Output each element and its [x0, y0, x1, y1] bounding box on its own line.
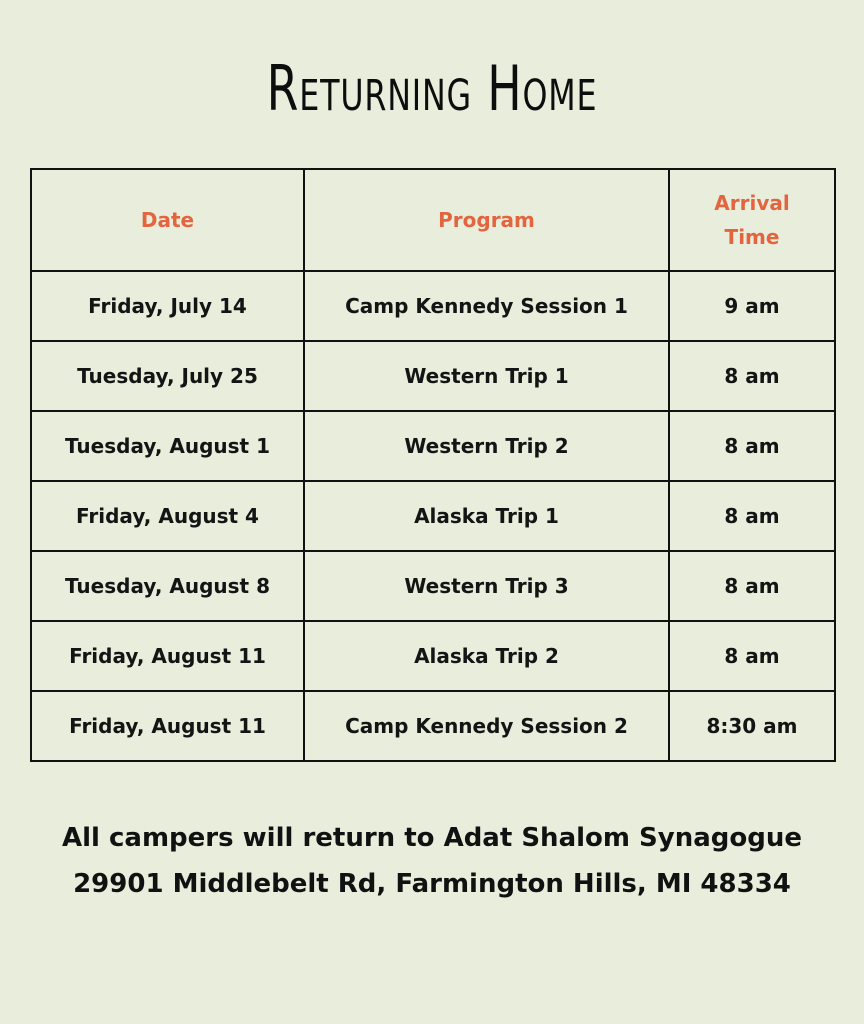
column-header-program: Program [304, 169, 669, 271]
table-row [31, 551, 835, 621]
table-row [31, 341, 835, 411]
cell-program: Western Trip 1 [304, 341, 669, 411]
cell-date: Friday, August 11 [31, 691, 304, 761]
cell-date: Friday, July 14 [31, 271, 304, 341]
arrival-header-line1: Arrival [714, 191, 790, 215]
cell-arrival-time: 8 am [669, 551, 835, 621]
cell-date: Tuesday, August 1 [31, 411, 304, 481]
page-title: Returning Home [266, 52, 598, 125]
table-row [31, 481, 835, 551]
table-row [31, 411, 835, 481]
cell-program: Western Trip 3 [304, 551, 669, 621]
return-address-line: 29901 Middlebelt Rd, Farmington Hills, MI 48334 [73, 869, 791, 899]
return-location-note [0, 815, 864, 907]
cell-date: Tuesday, August 8 [31, 551, 304, 621]
cell-program: Alaska Trip 1 [304, 481, 669, 551]
table-row [31, 691, 835, 761]
cell-arrival-time: 8:30 am [669, 691, 835, 761]
cell-program: Camp Kennedy Session 1 [304, 271, 669, 341]
cell-program: Western Trip 2 [304, 411, 669, 481]
cell-arrival-time: 9 am [669, 271, 835, 341]
cell-date: Friday, August 4 [31, 481, 304, 551]
table-row [31, 621, 835, 691]
cell-arrival-time: 8 am [669, 621, 835, 691]
cell-program: Alaska Trip 2 [304, 621, 669, 691]
table-header-row [31, 169, 835, 271]
return-location-line: All campers will return to Adat Shalom Synagogue [62, 823, 802, 853]
table-row [31, 271, 835, 341]
cell-arrival-time: 8 am [669, 411, 835, 481]
cell-program: Camp Kennedy Session 2 [304, 691, 669, 761]
cell-arrival-time: 8 am [669, 341, 835, 411]
cell-date: Tuesday, July 25 [31, 341, 304, 411]
arrival-header-line2: Time [724, 225, 780, 249]
column-header-date: Date [31, 169, 304, 271]
cell-date: Friday, August 11 [31, 621, 304, 691]
cell-arrival-time: 8 am [669, 481, 835, 551]
return-schedule-table [30, 168, 836, 762]
column-header-arrival-time [669, 169, 835, 271]
